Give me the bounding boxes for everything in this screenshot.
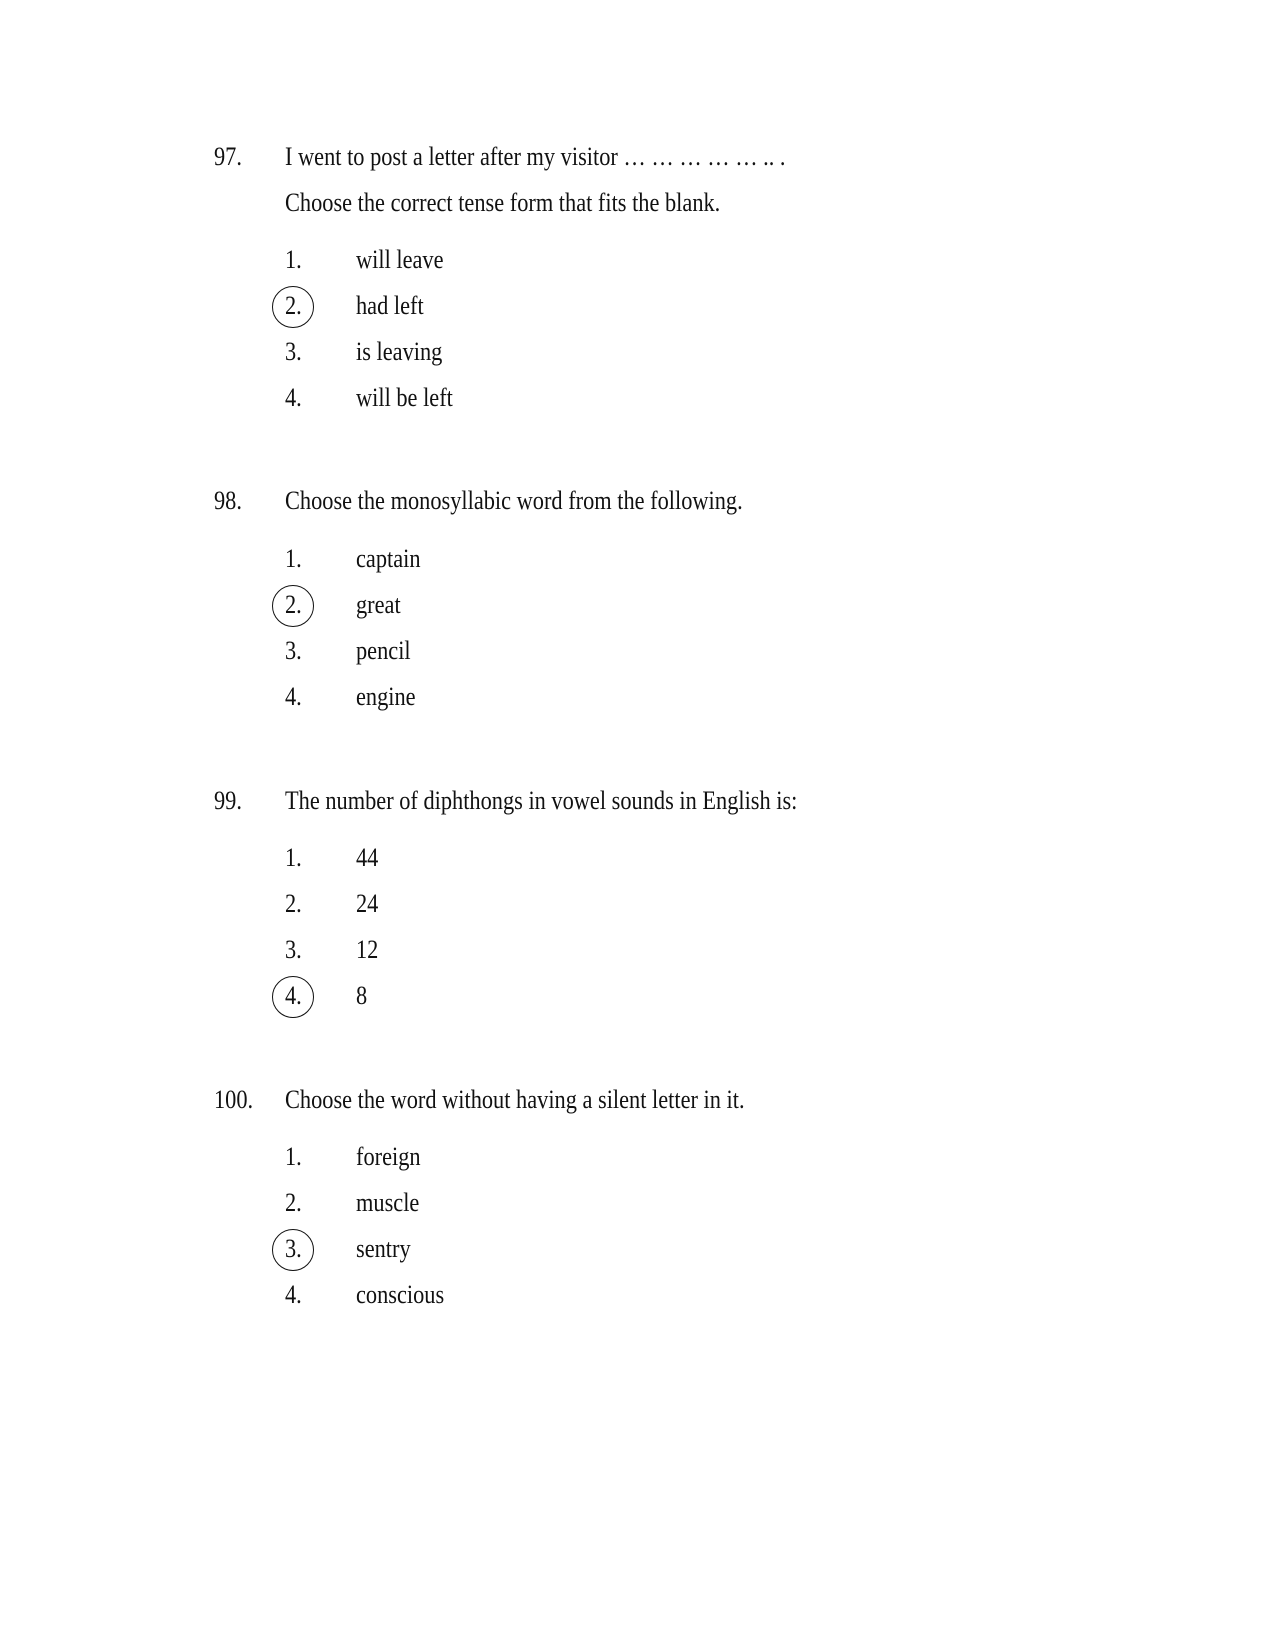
question-text: I went to post a letter after my visitor … … … … … .. . <box>285 142 786 171</box>
answer-circle-mark <box>272 585 314 627</box>
option-number: 3. <box>285 1234 302 1263</box>
option-number: 2. <box>285 1188 302 1217</box>
option-text: pencil <box>356 636 411 665</box>
answer-circle-mark <box>272 976 314 1018</box>
option-text: sentry <box>356 1234 411 1263</box>
option-number: 3. <box>285 636 302 665</box>
option-text: muscle <box>356 1188 420 1217</box>
option-text: 44 <box>356 843 379 872</box>
option-text: 24 <box>356 889 379 918</box>
question-number: 97. <box>214 142 242 171</box>
option-text: great <box>356 590 401 619</box>
option-number: 3. <box>285 935 302 964</box>
answer-circle-mark <box>272 286 314 328</box>
answer-circle-mark <box>272 1229 314 1271</box>
option-text: is leaving <box>356 337 443 366</box>
option-number: 3. <box>285 337 302 366</box>
option-text: foreign <box>356 1142 421 1171</box>
question-number: 100. <box>214 1085 254 1114</box>
option-number: 2. <box>285 590 302 619</box>
option-number: 2. <box>285 291 302 320</box>
option-number: 1. <box>285 544 302 573</box>
option-text: will be left <box>356 383 453 412</box>
option-text: engine <box>356 682 416 711</box>
option-number: 4. <box>285 1280 302 1309</box>
option-text: 8 <box>356 981 368 1010</box>
question-text: Choose the monosyllabic word from the following. <box>285 486 743 515</box>
question-number: 98. <box>214 486 242 515</box>
option-number: 1. <box>285 245 302 274</box>
option-text: conscious <box>356 1280 445 1309</box>
option-number: 1. <box>285 843 302 872</box>
option-text: will leave <box>356 245 444 274</box>
option-number: 2. <box>285 889 302 918</box>
option-text: 12 <box>356 935 379 964</box>
question-text: Choose the correct tense form that fits the blank. <box>285 188 721 217</box>
question-number: 99. <box>214 786 242 815</box>
option-number: 4. <box>285 383 302 412</box>
question-text: The number of diphthongs in vowel sounds in English is: <box>285 786 798 815</box>
option-number: 4. <box>285 682 302 711</box>
option-number: 1. <box>285 1142 302 1171</box>
option-number: 4. <box>285 981 302 1010</box>
option-text: captain <box>356 544 421 573</box>
question-text: Choose the word without having a silent letter in it. <box>285 1085 745 1114</box>
option-text: had left <box>356 291 424 320</box>
